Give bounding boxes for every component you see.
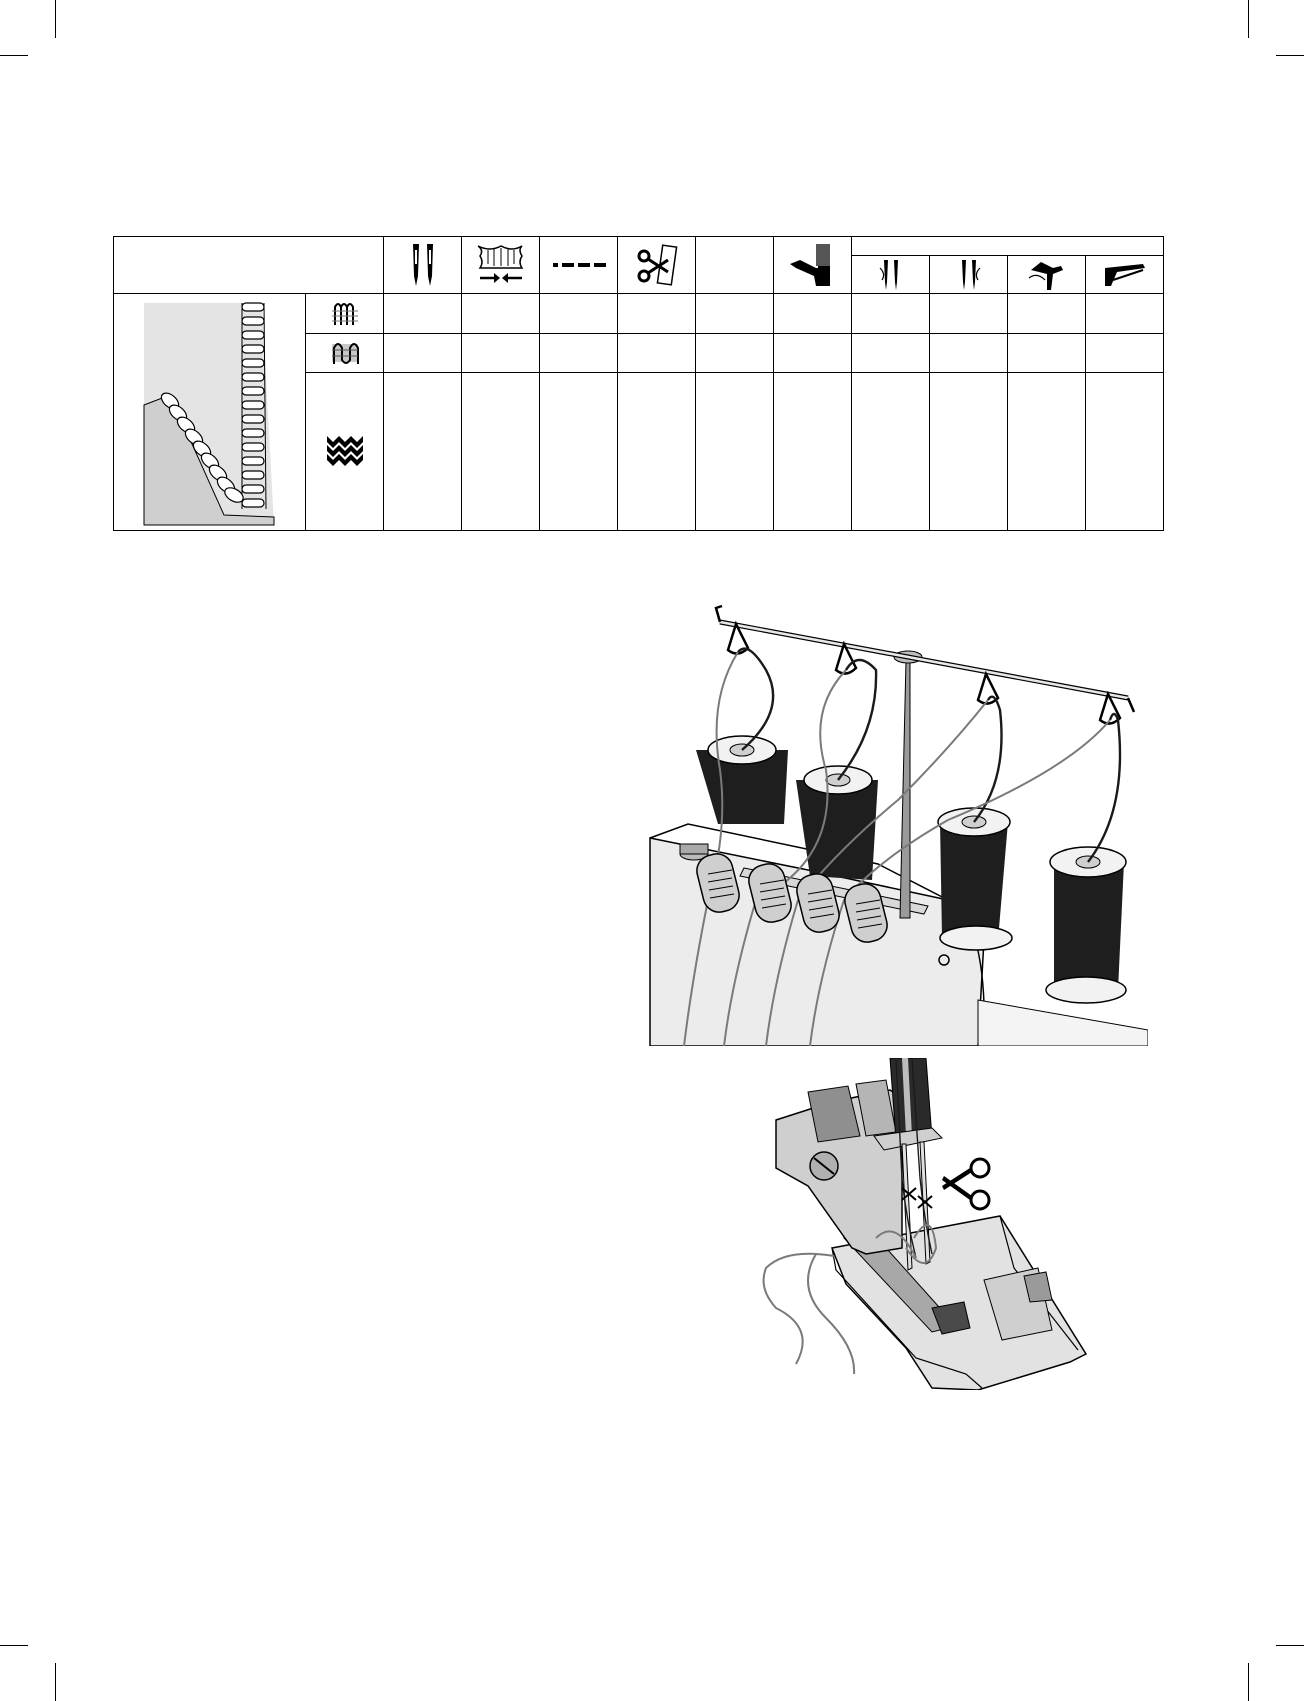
differential-feed-icon xyxy=(474,242,528,288)
row-icon-cell xyxy=(306,372,384,530)
table-cell xyxy=(618,294,696,333)
row-icon-cell xyxy=(306,333,384,372)
header-two-needles xyxy=(384,237,462,294)
left-needle-thread-icon xyxy=(876,258,906,292)
seam-sample-cell xyxy=(114,294,306,531)
thread-tension-group-header xyxy=(852,237,1164,256)
row-icon-cell xyxy=(306,294,384,333)
lower-looper-icon xyxy=(1101,260,1149,290)
table-cell xyxy=(774,372,852,530)
table-cell xyxy=(930,372,1008,530)
table-cell xyxy=(540,372,618,530)
header-knife xyxy=(618,237,696,294)
table-cell xyxy=(930,294,1008,333)
table-cell xyxy=(384,333,462,372)
stitch-length-icon xyxy=(551,255,607,275)
table-cell xyxy=(384,294,462,333)
two-needles-icon xyxy=(403,242,443,288)
subheader-lower-looper xyxy=(1086,256,1164,294)
table-cell xyxy=(930,333,1008,372)
overlock-seam-sample-image xyxy=(114,295,306,529)
crop-mark xyxy=(55,0,56,38)
table-cell xyxy=(540,294,618,333)
table-cell xyxy=(462,294,540,333)
light-fabric-icon xyxy=(330,299,360,329)
right-needle-thread-icon xyxy=(954,258,984,292)
crop-mark xyxy=(55,1663,56,1701)
subheader-left-needle xyxy=(852,256,930,294)
presser-foot-pressure-icon xyxy=(786,242,840,288)
table-cell xyxy=(1008,294,1086,333)
subheader-right-needle xyxy=(930,256,1008,294)
upper-looper-icon xyxy=(1027,258,1067,292)
header-stitch-length xyxy=(540,237,618,294)
presser-foot-cut-illustration xyxy=(756,1058,1096,1390)
header-empty xyxy=(696,237,774,294)
thread-stand-illustration xyxy=(648,600,1148,1046)
crop-mark xyxy=(1276,55,1304,56)
settings-table xyxy=(113,236,1164,531)
table-cell xyxy=(774,294,852,333)
table-cell xyxy=(852,333,930,372)
table-cell xyxy=(852,372,930,530)
table-cell xyxy=(696,372,774,530)
table-cell xyxy=(384,372,462,530)
knit-fabric-icon xyxy=(325,434,365,468)
header-differential-feed xyxy=(462,237,540,294)
table-cell xyxy=(1086,333,1164,372)
table-cell xyxy=(696,294,774,333)
table-cell xyxy=(1008,333,1086,372)
medium-fabric-icon xyxy=(330,338,360,368)
table-cell xyxy=(618,372,696,530)
crop-mark xyxy=(1248,0,1249,38)
table-cell xyxy=(696,333,774,372)
table-cell xyxy=(462,333,540,372)
table-cell xyxy=(852,294,930,333)
crop-mark xyxy=(0,1645,28,1646)
table-cell xyxy=(462,372,540,530)
subheader-upper-looper xyxy=(1008,256,1086,294)
table-cell xyxy=(1086,372,1164,530)
table-cell xyxy=(774,333,852,372)
crop-mark xyxy=(1276,1645,1304,1646)
header-presser-foot-pressure xyxy=(774,237,852,294)
crop-mark xyxy=(0,55,28,56)
knife-cutting-icon xyxy=(634,242,680,288)
crop-mark xyxy=(1248,1663,1249,1701)
table-corner-cell xyxy=(114,237,384,294)
table-cell xyxy=(1086,294,1164,333)
scissors-icon xyxy=(942,1159,989,1209)
table-cell xyxy=(540,333,618,372)
table-cell xyxy=(1008,372,1086,530)
table-cell xyxy=(618,333,696,372)
